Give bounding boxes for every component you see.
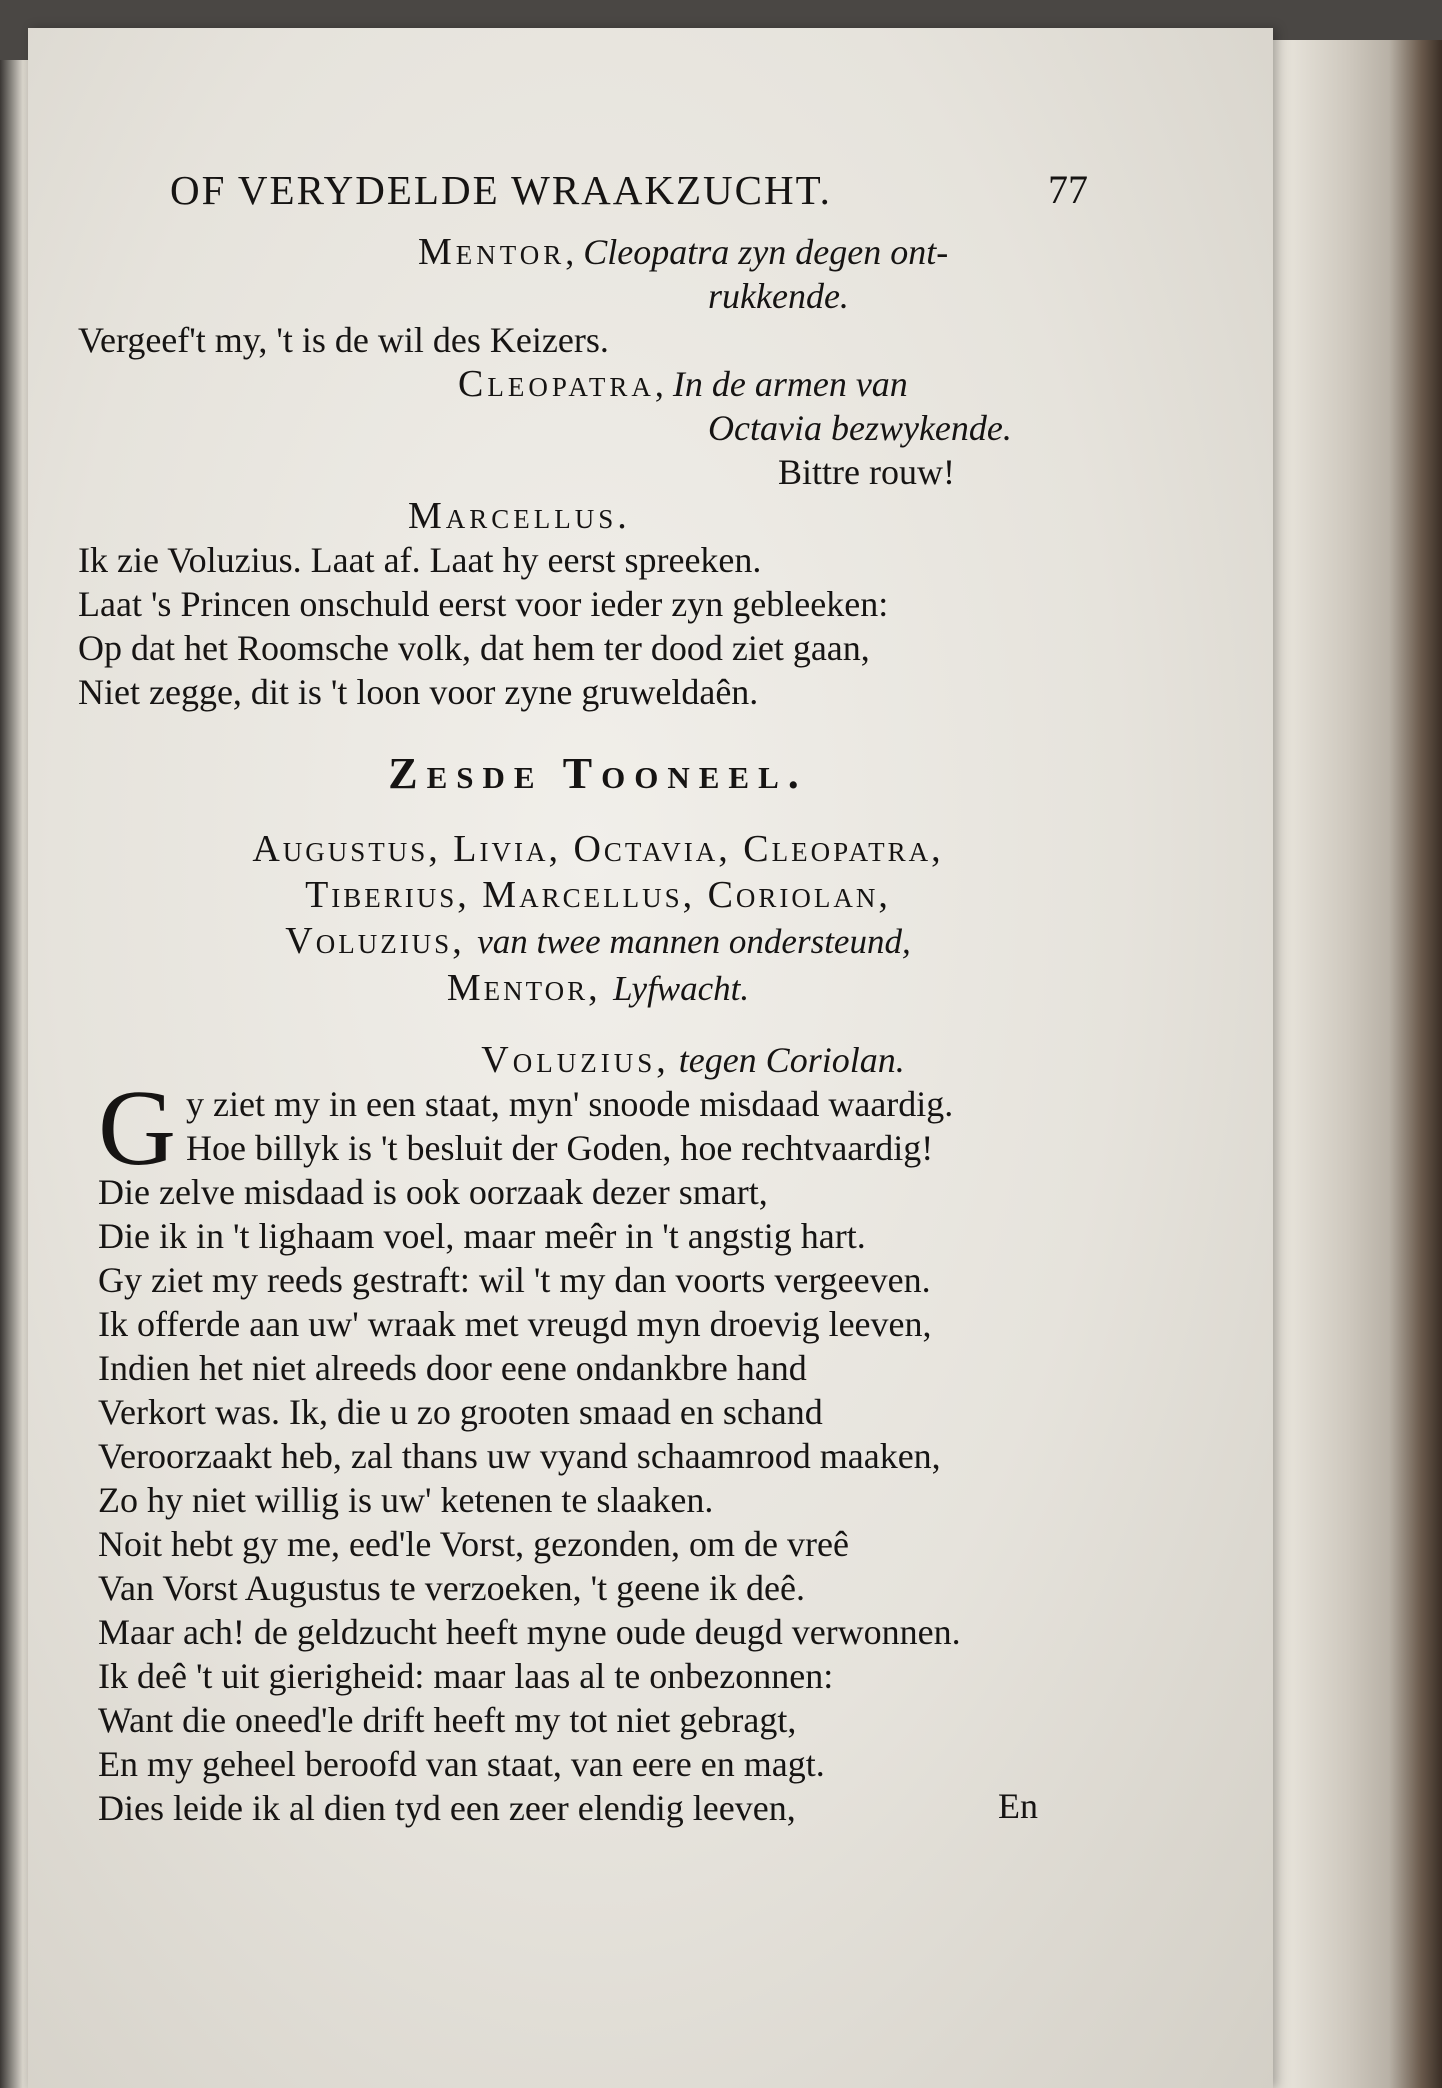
catchword: En <box>998 1786 1038 1826</box>
speaker-heading-marcellus <box>78 494 1118 538</box>
verse-line: Die zelve misdaad is ook oorzaak dezer smart, <box>98 1172 768 1212</box>
verse-line: Die ik in 't lighaam voel, maar meêr in 't angstig hart. <box>98 1216 866 1256</box>
verse-line: y ziet my in een staat, myn' snoode misdaad waardig. <box>186 1084 954 1124</box>
cast-line: Tiberius, Marcellus, Coriolan, <box>305 874 891 916</box>
running-title: OF VERYDELDE WRAAKZUCHT. <box>170 167 832 213</box>
verse-line: Van Vorst Augustus te verzoeken, 't geene ik deê. <box>98 1568 805 1608</box>
stage-direction: Octavia bezwykende. <box>708 408 1012 448</box>
verse-line: Ik offerde aan uw' wraak met vreugd myn droevig leeven, <box>98 1304 932 1344</box>
verse-line: Bittre rouw! <box>778 452 955 492</box>
verse-line: Indien het niet alreeds door eene ondankbre hand <box>98 1348 807 1388</box>
book-page <box>28 28 1273 2088</box>
verse-line: Ik zie Voluzius. Laat af. Laat hy eerst spreeken. <box>78 540 762 580</box>
verse-line: Zo hy niet willig is uw' ketenen te slaaken. <box>98 1480 714 1520</box>
verse-line: Veroorzaakt heb, zal thans uw vyand schaamrood maaken, <box>98 1436 941 1476</box>
drop-cap: G <box>98 1069 176 1188</box>
verse-line: Niet zegge, dit is 't loon voor zyne gruweldaên. <box>78 672 759 712</box>
stage-direction: Cleopatra zyn degen ont- <box>583 232 949 272</box>
verse-line: Laat 's Princen onschuld eerst voor ieder zyn gebleeken: <box>78 584 889 624</box>
verse-line: Noit hebt gy me, eed'le Vorst, gezonden, om de vreê <box>98 1524 849 1564</box>
page-header <box>140 166 1100 226</box>
verse-line: En my geheel beroofd van staat, van eere en magt. <box>98 1744 825 1784</box>
stage-direction: In de armen van <box>672 364 908 404</box>
speaker-heading-voluzius <box>78 1038 1118 1082</box>
cast-direction: Lyfwacht. <box>613 969 750 1008</box>
verse-line <box>98 1786 1118 1830</box>
cast-direction: van twee mannen ondersteund, <box>477 922 911 961</box>
verse-line: Verkort was. Ik, die u zo grooten smaad en schand <box>98 1392 823 1432</box>
speaker-name: Marcellus. <box>408 495 631 537</box>
page-number: 77 <box>1048 167 1088 212</box>
speaker-name: Voluzius, <box>481 1039 670 1081</box>
cast-line <box>78 918 1118 965</box>
cast-line: Augustus, Livia, Octavia, Cleopatra, <box>252 828 944 870</box>
first-verse-line <box>98 1069 1118 1188</box>
verse-line: Gy ziet my reeds gestraft: wil 't my dan voorts vergeeven. <box>98 1260 931 1300</box>
speaker-name: Mentor <box>418 231 566 273</box>
verse-line: Op dat het Roomsche volk, dat hem ter dood ziet gaan, <box>78 628 870 668</box>
verse-line: Want die oneed'le drift heeft my tot niet gebragt, <box>98 1700 797 1740</box>
cast-name: Mentor, <box>446 967 601 1009</box>
speaker-heading-mentor: Mentor, Cleopatra zyn degen ont- <box>418 231 949 273</box>
spacer <box>78 1012 1118 1038</box>
cast-line <box>78 965 1118 1012</box>
verse-line: Maar ach! de geldzucht heeft myne oude deugd verwonnen. <box>98 1612 961 1652</box>
stage-direction: rukkende. <box>708 276 849 316</box>
cast-list <box>78 826 1118 1012</box>
speaker-name: Cleopatra <box>458 363 655 405</box>
verse-line: Vergeef't my, 't is de wil des Keizers. <box>78 320 609 360</box>
speaker-heading-cleopatra: Cleopatra, In de armen van <box>458 363 908 405</box>
scene-title: Zesde Tooneel. <box>388 749 808 798</box>
speech-voluzius <box>78 1069 1118 1830</box>
verse-line: Hoe billyk is 't besluit der Goden, hoe rechtvaardig! <box>186 1128 934 1168</box>
page-content <box>78 230 1118 1830</box>
cast-name: Voluzius, <box>285 920 465 962</box>
stage-direction: tegen Coriolan. <box>678 1040 905 1080</box>
verse-line-text: Dies leide ik al dien tyd een zeer elendig leeven, <box>98 1788 796 1828</box>
verse-line: Ik deê 't uit gierigheid: maar laas al te onbezonnen: <box>98 1656 834 1696</box>
